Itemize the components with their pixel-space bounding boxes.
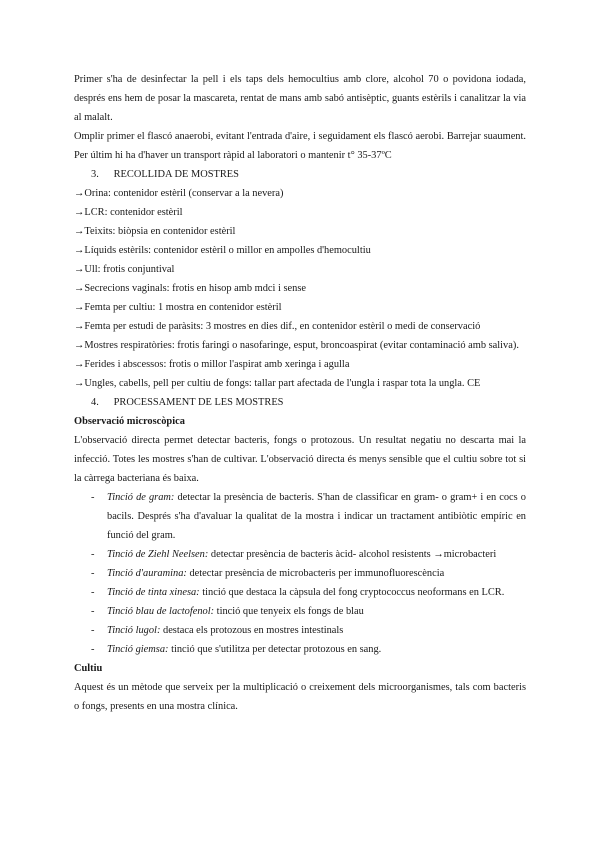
section-4-heading	[74, 393, 526, 412]
technique-desc: detectar presència de bacteris àcid- alcohol resistents →microbacteri	[208, 549, 497, 560]
intro-paragraph-2: Omplir primer el flascó anaerobi, evitant l'entrada d'aire, i seguidament els flascó aerobi. Barrejar suaument. Per últim hi ha d'haver un transport ràpid al laboratori o mantenir t° 35-37ºC	[74, 131, 526, 161]
section-4-number: 4.	[91, 397, 99, 408]
sample-collection-list	[74, 184, 526, 393]
technique-name: Tinció de Ziehl Neelsen:	[107, 549, 209, 560]
sample-item: →Orina: contenidor estèril (conservar a la nevera)	[74, 188, 284, 199]
sample-item: →Femta per estudi de paràsits: 3 mostres en dies dif., en contenidor estèril o medi de conservació	[74, 321, 481, 332]
sample-item: →Ferides i abscessos: frotis o millor l'aspirat amb xeringa i agulla	[74, 359, 350, 370]
technique-desc: detectar presència de microbacteris per immunofluorescència	[186, 568, 445, 579]
arrow-icon: →	[74, 340, 85, 351]
technique-name: Tinció blau de lactofenol:	[107, 606, 215, 617]
section-3-number: 3.	[91, 169, 99, 180]
technique-item	[74, 602, 526, 621]
technique-desc: tinció que tenyeix els fongs de blau	[214, 606, 364, 617]
arrow-icon: →	[74, 283, 85, 294]
arrow-icon: →	[74, 264, 85, 275]
sample-item: →Teixits: biòpsia en contenidor estèril	[74, 226, 236, 237]
sample-item: →Ungles, cabells, pell per cultiu de fongs: tallar part afectada de l'ungla i raspar tota la ungla. CE	[74, 378, 481, 389]
document-page	[74, 70, 526, 716]
arrow-icon: →	[74, 378, 85, 389]
sample-item: →Mostres respiratòries: frotis faringi o nasofaringe, esput, broncoaspirat (evitar contaminació amb saliva).	[74, 340, 519, 351]
sample-item: →Secrecions vaginals: frotis en hisop amb mdci i sense	[74, 283, 307, 294]
technique-item	[74, 564, 526, 583]
technique-item	[74, 488, 526, 545]
arrow-icon: →	[74, 245, 85, 256]
technique-desc: tinció que destaca la càpsula del fong cryptococcus neoformans en LCR.	[199, 587, 505, 598]
sample-item: →Ull: frotis conjuntival	[74, 264, 175, 275]
technique-name: Tinció de tinta xinesa:	[107, 587, 200, 598]
technique-desc: tinció que s'utilitza per detectar protozous en sang.	[168, 644, 382, 655]
dash-bullet: -	[91, 644, 95, 655]
technique-item	[74, 583, 526, 602]
culture-heading: Cultiu	[74, 663, 103, 674]
dash-bullet: -	[91, 587, 95, 598]
dash-bullet: -	[91, 549, 95, 560]
dash-bullet: -	[91, 606, 95, 617]
sample-item: →Femta per cultiu: 1 mostra en contenidor estèril	[74, 302, 282, 313]
technique-desc: destaca els protozous en mostres intestinals	[160, 625, 344, 636]
arrow-icon: →	[74, 359, 85, 370]
section-3-heading	[74, 165, 526, 184]
intro-paragraph-1: Primer s'ha de desinfectar la pell i els taps dels hemocultius amb clore, alcohol 70 o povidona iodada, després ens hem de posar la mascareta, rentat de mans amb sabó antisèptic, guants estèrils i canalitzar la via al malalt.	[74, 74, 526, 123]
sample-item: →Líquids estèrils: contenidor estèril o millor en ampolles d'hemocultiu	[74, 245, 371, 256]
section-4-title: PROCESSAMENT DE LES MOSTRES	[113, 397, 284, 408]
technique-name: Tinció de gram:	[107, 492, 175, 503]
arrow-icon: →	[74, 188, 85, 199]
microscopy-paragraph: L'observació directa permet detectar bacteris, fongs o protozous. Un resultat negatiu no descarta mai la infecció. Totes les mostres s'han de cultivar. L'observació directa és menys sensible que el cultiu sobre tot si la càrrega bacteriana és baixa.	[74, 435, 526, 484]
staining-techniques-list	[74, 488, 526, 659]
arrow-icon: →	[74, 226, 85, 237]
technique-item	[74, 545, 526, 564]
dash-bullet: -	[91, 492, 95, 503]
technique-item	[74, 621, 526, 640]
arrow-icon: →	[74, 302, 85, 313]
dash-bullet: -	[91, 568, 95, 579]
microscopy-heading: Observació microscòpica	[74, 416, 185, 427]
sample-item: →LCR: contenidor estèril	[74, 207, 183, 218]
technique-name: Tinció giemsa:	[107, 644, 169, 655]
section-3-title: RECOLLIDA DE MOSTRES	[113, 169, 239, 180]
culture-paragraph: Aquest és un mètode que serveix per la multiplicació o creixement dels microorganismes, tals com bacteris o fongs, presents en una mostra clínica.	[74, 682, 526, 712]
arrow-icon: →	[74, 321, 85, 332]
dash-bullet: -	[91, 625, 95, 636]
technique-name: Tinció d'auramina:	[107, 568, 187, 579]
technique-desc: detectar la presència de bacteris. S'han de classificar en gram- o gram+ i en cocs o bacils. Després s'ha d'avaluar la qualitat de la mostra i indicar un tractament antibiòtic empíric en funció del gram.	[107, 492, 526, 541]
technique-item	[74, 640, 526, 659]
arrow-icon: →	[74, 207, 85, 218]
technique-name: Tinció lugol:	[107, 625, 161, 636]
